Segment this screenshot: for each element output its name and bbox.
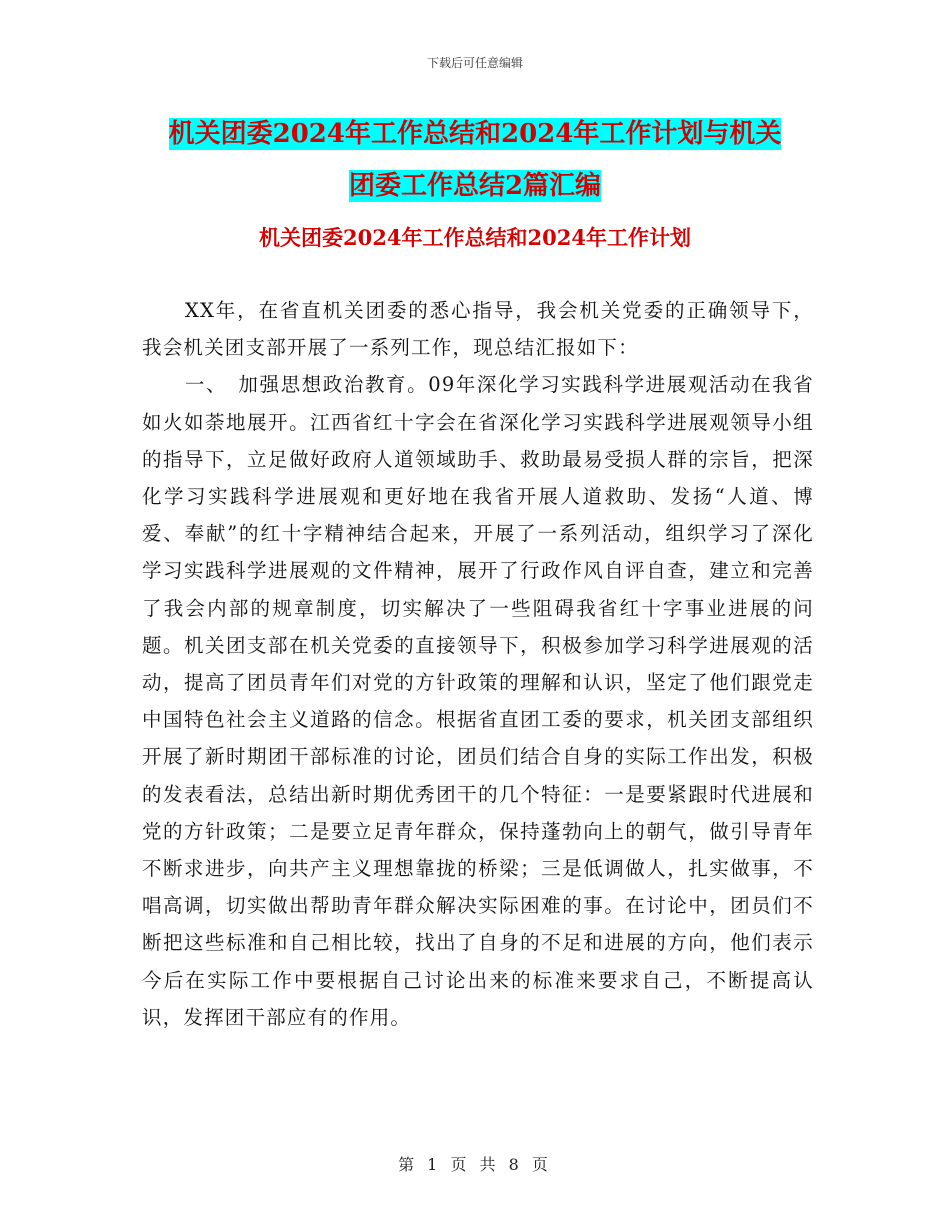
document-title xyxy=(150,108,800,212)
header-note: 下载后可任意编辑 xyxy=(426,56,523,70)
body-text xyxy=(142,292,814,1036)
paragraph-political-education: 一、 加强思想政治教育。09年深化学习实践科学进展观活动在我省如火如荼地展开。江西省红十字会在省深化学习实践科学进展观领导小组的指导下，立足做好政府人道领域助手、救助最易受损人群的宗旨，把深化学习实践科学进展观和更好地在我省开展人道救助、发扬“人道、博爱、奉献”的红十字精神结合起来，开展了一系列活动，组织学习了深化学习实践科学进展观的文件精神，展开了行政作风自评自查，建立和完善了我会内部的规章制度，切实解决了一些阻碍我省红十字事业进展的问题。机关团支部在机关党委的直接领导下，积极参加学习科学进展观的活动，提高了团员青年们对党的方针政策的理解和认识，坚定了他们跟党走中国特色社会主义道路的信念。根据省直团工委的要求，机关团支部组织开展了新时期团干部标准的讨论，团员们结合自身的实际工作出发，积极的发表看法，总结出新时期优秀团干的几个特征：一是要紧跟时代进展和党的方针政策；二是要立足青年群众，保持蓬勃向上的朝气，做引导青年不断求进步，向共产主义理想靠拢的桥梁；三是低调做人，扎实做事，不唱高调，切实做出帮助青年群众解决实际困难的事。在讨论中，团员们不断把这些标准和自己相比较，找出了自身的不足和进展的方向，他们表示今后在实际工作中要根据自己讨论出来的标准来要求自己，不断提高认识，发挥团干部应有的作用。 xyxy=(142,373,814,1029)
document-title-line-2: 团委工作总结2篇汇编 xyxy=(348,171,602,201)
document-title-line-1: 机关团委2024年工作总结和2024年工作计划与机关 xyxy=(168,119,782,149)
paragraph-intro: XX年，在省直机关团委的悉心指导，我会机关党委的正确领导下，我会机关团支部开展了一系列工作，现总结汇报如下： xyxy=(142,299,814,360)
page-number-footer: 第 1 页 共 8 页 xyxy=(398,1155,552,1174)
section-title: 机关团委2024年工作总结和2024年工作计划 xyxy=(259,225,691,250)
